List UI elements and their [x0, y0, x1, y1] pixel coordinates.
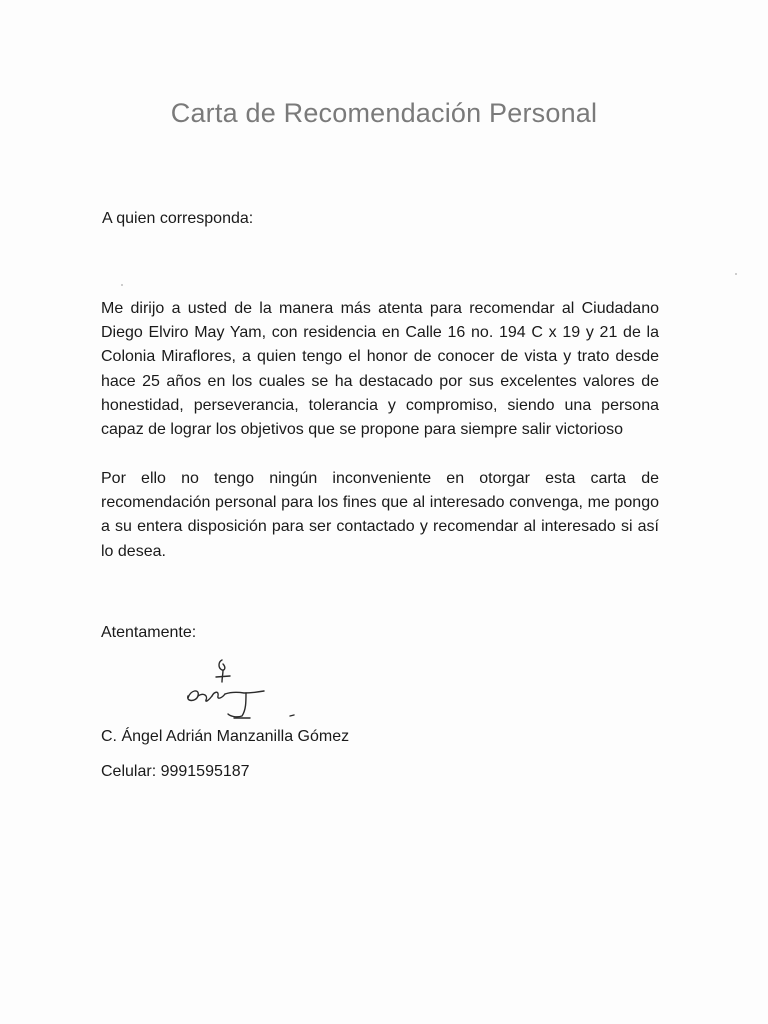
scan-speck: [735, 273, 737, 275]
signer-name: C. Ángel Adrián Manzanilla Gómez: [101, 728, 350, 745]
letter-greeting: A quien corresponda:: [102, 210, 254, 227]
handwritten-signature: [178, 652, 308, 724]
letter-title: Carta de Recomendación Personal: [170, 98, 598, 128]
signer-phone: Celular: 9991595187: [101, 763, 250, 780]
scan-speck: [121, 284, 123, 286]
body-paragraph-2: Por ello no tengo ningún inconveniente en otorgar esta carta de recomendación personal para los fines que al interesado convenga, me pongo a su entera disposición para ser contactado y recomendar al interesado si así lo desea.: [101, 470, 659, 560]
letter-closing: Atentamente:: [101, 624, 197, 641]
body-paragraph-1: Me dirijo a usted de la manera más atenta para recomendar al Ciudadano Diego Elviro May Yam, con residencia en Calle 16 no. 194 C x 19 y 21 de la Colonia Miraflores, a quien tengo el honor de conocer de vista y trato desde hace 25 años en los cuales se ha destacado por sus excelentes valores de honestidad, perseverancia, tolerancia y compromiso, siendo una persona capaz de lograr los objetivos que se propone para siempre salir victorioso: [101, 300, 659, 439]
